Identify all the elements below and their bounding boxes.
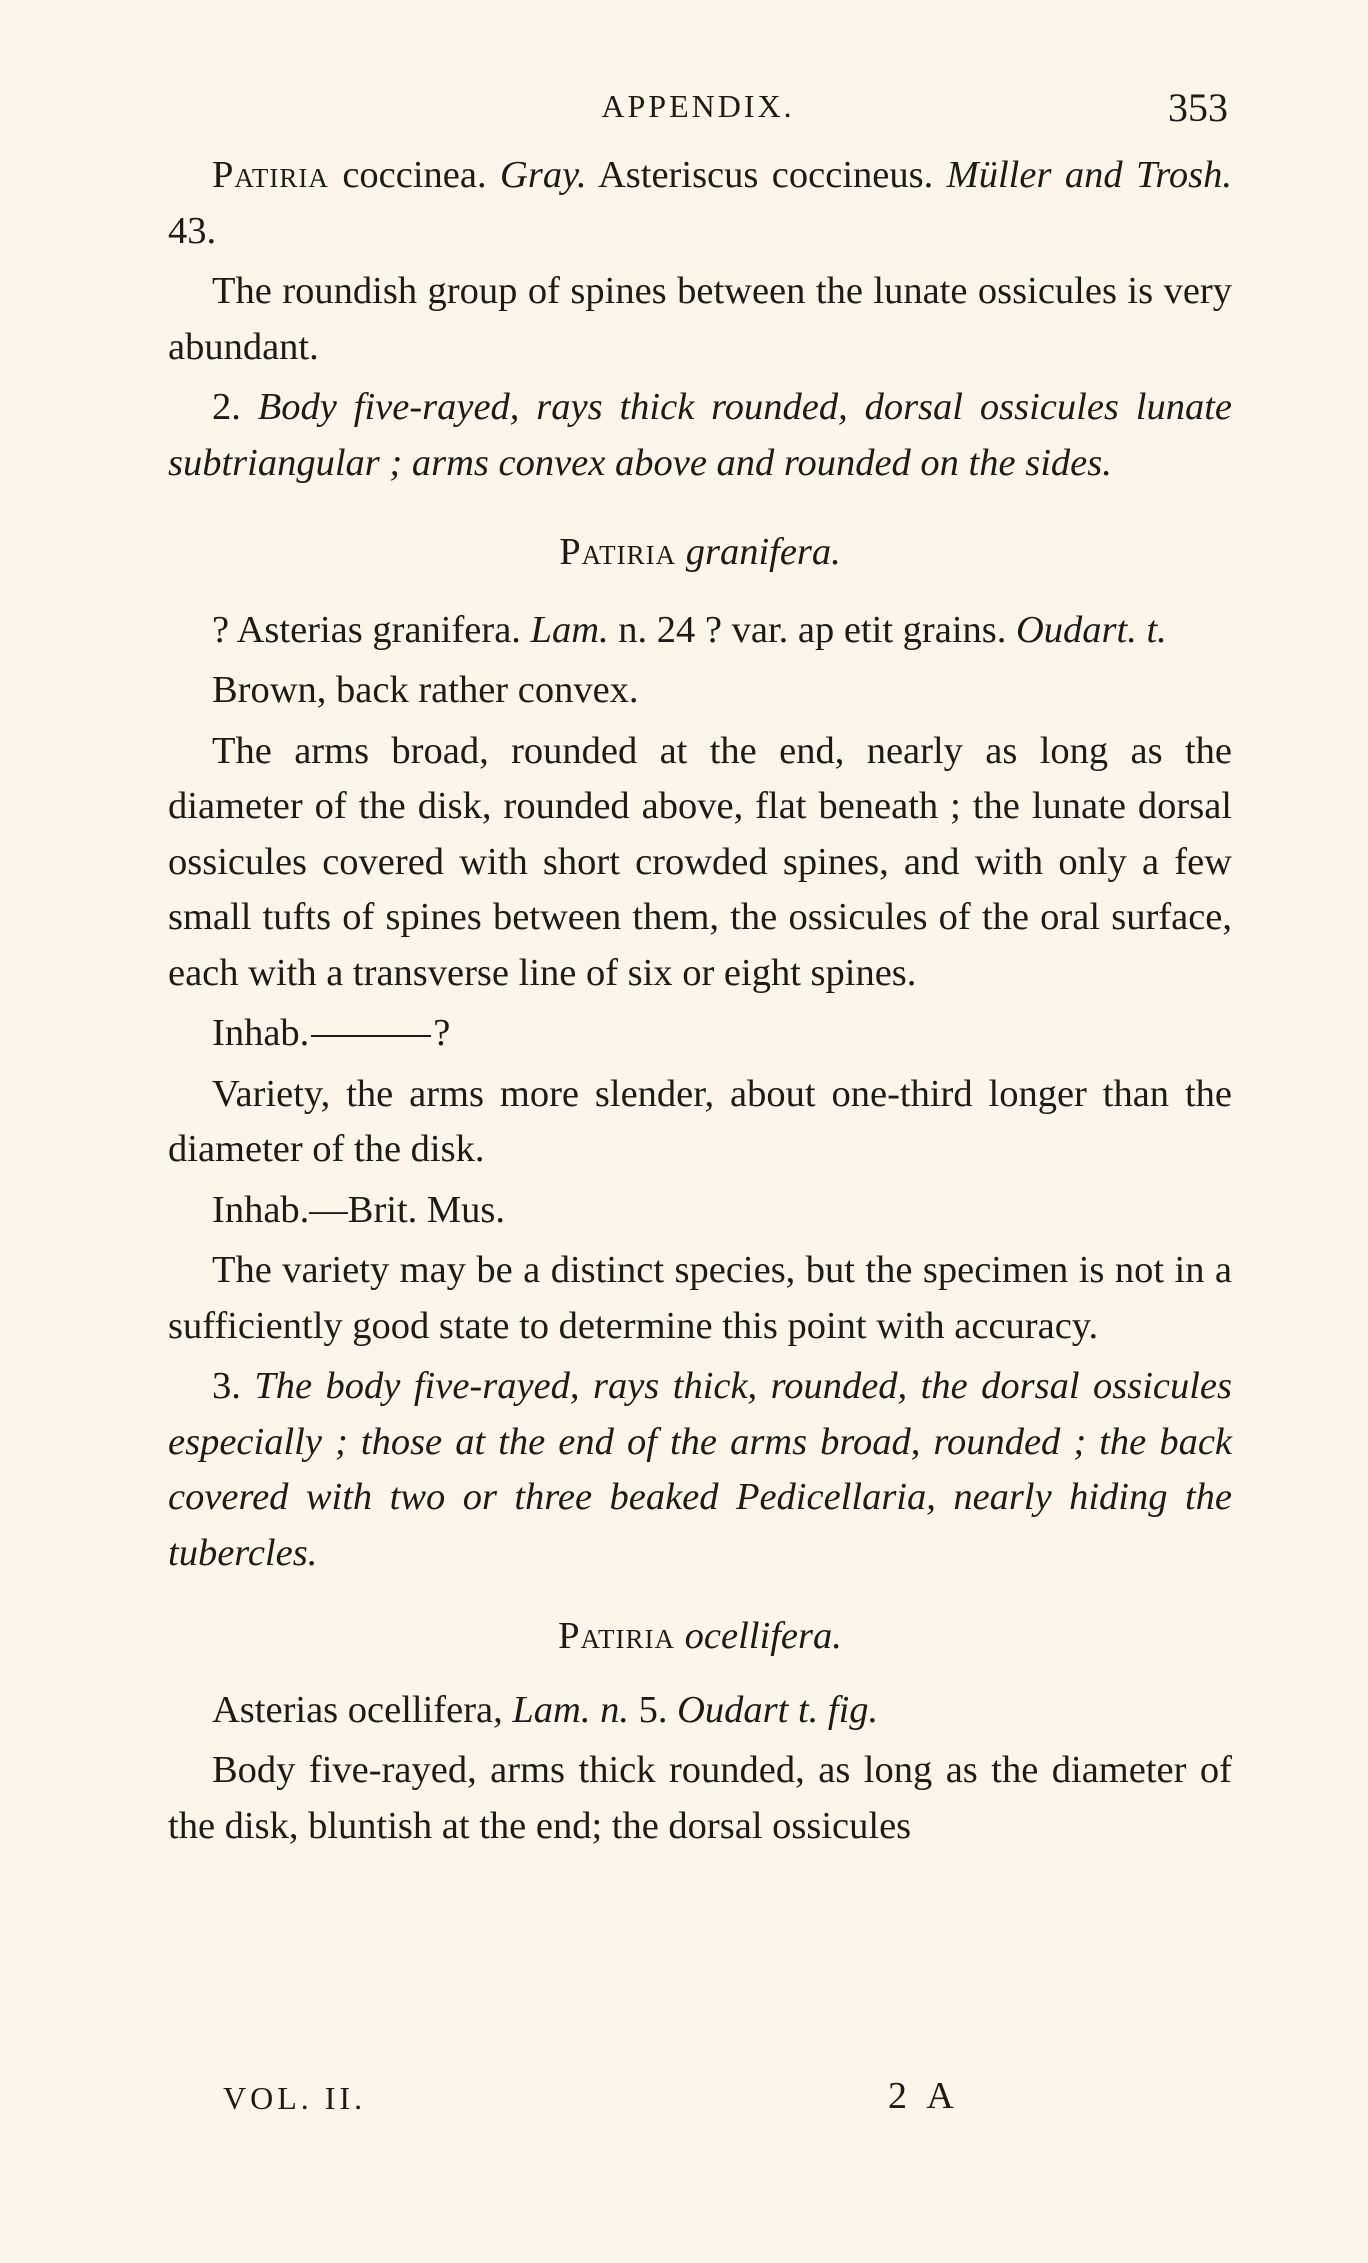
section-2-diagnosis [168, 380, 1232, 491]
section-number: 3. [212, 1365, 255, 1407]
page-number: 353 [1168, 85, 1228, 130]
synonymy-granifera [168, 603, 1232, 659]
reference: 5. [628, 1688, 678, 1731]
section-3-diagnosis [168, 1359, 1232, 1581]
synonym-authority: Müller and Trosh. [946, 154, 1233, 196]
authority: Lam. [530, 608, 609, 651]
synonymy-ocellifera [168, 1683, 1232, 1739]
inhab-label: Inhab. [212, 1012, 310, 1054]
running-title: APPENDIX. [601, 88, 795, 124]
genus-name: Patiria [212, 154, 329, 196]
diagnosis-text: Body five-rayed, rays thick rounded, dorsal ossicules lunate subtriangular ; arms convex above and rounded on the sides. [168, 386, 1232, 484]
paragraph-variety: Variety, the arms more slender, about one-third longer than the diameter of the disk. [168, 1072, 1232, 1170]
section-number: 2. [212, 386, 258, 428]
diagnosis-text: The body five-rayed, rays thick, rounded, the dorsal ossicules especially ; those at the end of the arms broad, rounded ; the back covered with two or three beaked Pedicellaria, nearly hiding the tubercles. [168, 1365, 1233, 1574]
synonym: Asterias ocellifera, [212, 1688, 513, 1731]
volume-label: VOL. II. [223, 2080, 367, 2116]
paragraph-inhab [168, 1006, 1232, 1062]
signature-mark: 2 A [888, 2075, 960, 2117]
entry-patiria-coccinea [168, 148, 1232, 259]
authority: Oudart. t. [1016, 608, 1167, 651]
running-header [168, 84, 1228, 128]
synonym: ? Asterias granifera. [212, 608, 531, 651]
synonym: Asteriscus coccineus. [586, 154, 947, 196]
authority: Gray. [500, 154, 587, 196]
reference: 43. [168, 209, 217, 252]
genus-name: Patiria [559, 531, 677, 573]
species-heading-ocellifera [168, 1609, 1232, 1665]
blank-rule [311, 1035, 431, 1037]
genus-name: Patiria [558, 1615, 676, 1657]
paragraph-arms: The arms broad, rounded at the end, nearly as long as the diameter of the disk, rounded above, flat beneath ; the lunate dorsal ossicules covered with short crowded spines, and with only a few small tufts of spines between them, the ossicules of the oral surface, each with a transverse line of six or eight spines. [168, 729, 1232, 994]
species-name: ocellifera. [675, 1615, 842, 1657]
paragraph-spines: The roundish group of spines between the lunate ossicules is very abundant. [168, 270, 1232, 368]
reference: n. 24 ? var. ap etit grains. [608, 608, 1016, 651]
species-heading-granifera [168, 525, 1232, 581]
paragraph-inhab-brit: Inhab.—Brit. Mus. [212, 1188, 506, 1231]
authority: Lam. n. [512, 1688, 629, 1731]
paragraph-body-ocellifera: Body five-rayed, arms thick rounded, as long as the diameter of the disk, bluntish at the end; the dorsal ossicules [168, 1749, 1232, 1847]
species-name: granifera. [676, 531, 841, 573]
page-footer [168, 2075, 1228, 2130]
authority: Oudart t. fig. [677, 1688, 879, 1731]
paragraph-colour: Brown, back rather convex. [212, 669, 639, 711]
paragraph-variety-note: The variety may be a distinct species, but the specimen is not in a sufficiently good state to determine this point with accuracy. [168, 1249, 1232, 1347]
page-body [168, 148, 1232, 1854]
species-name: coccinea. [328, 154, 501, 196]
inhab-unknown: ? [433, 1012, 451, 1054]
